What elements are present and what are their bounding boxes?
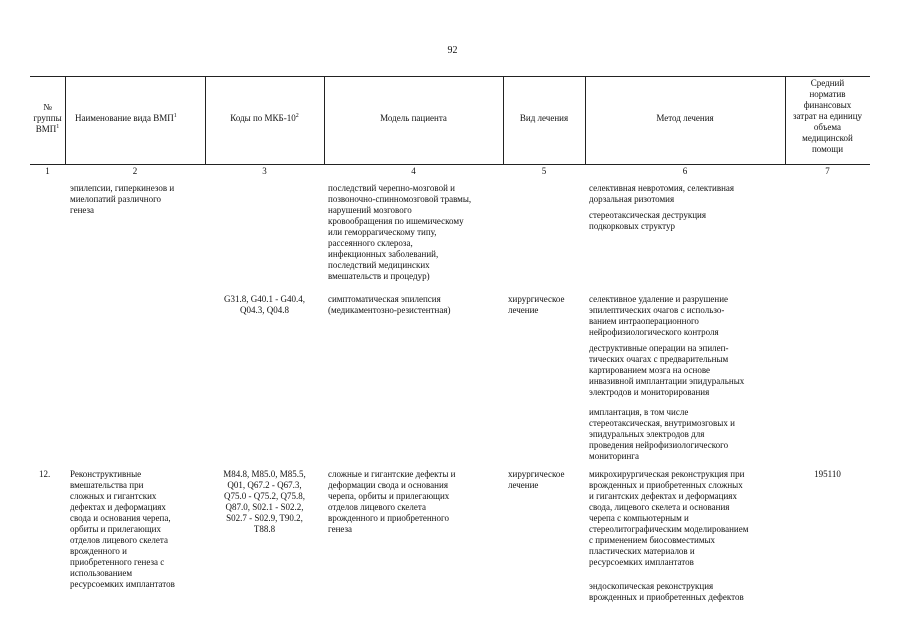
- block2-codes: G31.8, G40.1 - G40.4, Q04.3, Q04.8: [224, 294, 305, 315]
- header-col1: № группы ВМП$^1$: [33, 102, 62, 134]
- col-number-3: 3: [262, 166, 267, 176]
- header-col4: Модель пациента: [380, 113, 447, 123]
- block3-cost: 195110: [814, 469, 841, 479]
- col-number-1: 1: [45, 166, 50, 176]
- block1-method-2: стереотаксическая деструкция подкорковых структур: [589, 210, 707, 231]
- header-bottom-rule: [30, 164, 870, 165]
- block3-number: 12.: [39, 469, 51, 479]
- block2-treatment: хирургическое лечение: [508, 294, 565, 315]
- col-number-2: 2: [132, 166, 138, 176]
- block1-model: последствий черепно-мозговой и позвоночно-спинномозговой травмы, нарушений мозгового кровообращения по ишемическому или геморрагическому типу, рассеянного склероза, инфекционных заболеваний, последствий медицинских вмешательств и процедур): [328, 183, 472, 281]
- block2-method-1: селективное удаление и разрушение эпилептических очагов с использо- ванием интраоперационного нейрофизиологического контроля: [589, 294, 729, 337]
- block3-model: сложные и гигантские дефекты и деформации свода и основания черепа, орбиты и прилегающих отделов лицевого скелета врожденного и приобретенного генеза: [328, 469, 456, 534]
- header-col6: Метод лечения: [656, 113, 714, 123]
- header-col5: Вид лечения: [519, 113, 569, 123]
- block3-treatment: хирургическое лечение: [508, 469, 565, 490]
- col-number-6: 6: [682, 166, 688, 176]
- col-number-4: 4: [411, 166, 416, 176]
- block1-method-1: селективная невротомия, селективная дорзальная ризотомия: [589, 183, 735, 204]
- header-col7: Средний норматив финансовых затрат на единицу объема медицинской помощи: [792, 78, 863, 154]
- block2-model: симптоматическая эпилепсия (медикаментозно-резистентная): [328, 294, 451, 315]
- block3-method-1: микрохирургическая реконструкция при врожденных и приобретенных сложных и гигантских дефектах и деформациях свода, лицевого скелета и основания черепа с компьютерным и стереолитографическим моделированием с применением биосовместимых пластических материалов и ресурсоемких имплантатов: [589, 469, 749, 567]
- block3-method-2: эндоскопическая реконструкция врожденных и приобретенных дефектов: [589, 581, 744, 602]
- col-number-5: 5: [541, 166, 547, 176]
- page-number: 92: [447, 45, 458, 56]
- block3-name: Реконструктивные вмешательства при сложных и гигантских дефектах и деформациях свода и основания черепа, орбиты и прилегающих отделов лицевого скелета врожденного и приобретенного генеза с использованием ресурсоемких имплантатов: [70, 469, 175, 589]
- block2-method-3: имплантация, в том числе стереотаксическая, внутримозговых и эпидуральных электродов для проведения нейрофизиологического мониторинга: [589, 407, 735, 461]
- block2-method-2: деструктивные операции на эпилеп- тических очагах с предварительным картированием мозга на основе инвазивной имплантации эпидуральных электродов и мониторирования: [589, 343, 745, 397]
- header-col3: Коды по МКБ-$10^2$: [230, 113, 299, 123]
- block1-name: эпилепсии, гиперкинезов и миелопатий различного генеза: [70, 183, 175, 215]
- col-number-7: 7: [825, 166, 830, 176]
- header-col2: Наименование вида ВМП$^1$: [75, 113, 177, 123]
- header-divider-1: [65, 76, 66, 164]
- block3-codes: M84.8, M85.0, M85.5, Q01, Q67.2 - Q67.3, Q75.0 - Q75.2, Q75.8, Q87.0, S02.1 - S02.2, S02.7 - S02.9, T90.2, T88.8: [223, 469, 306, 534]
- table-top-rule: [30, 76, 870, 77]
